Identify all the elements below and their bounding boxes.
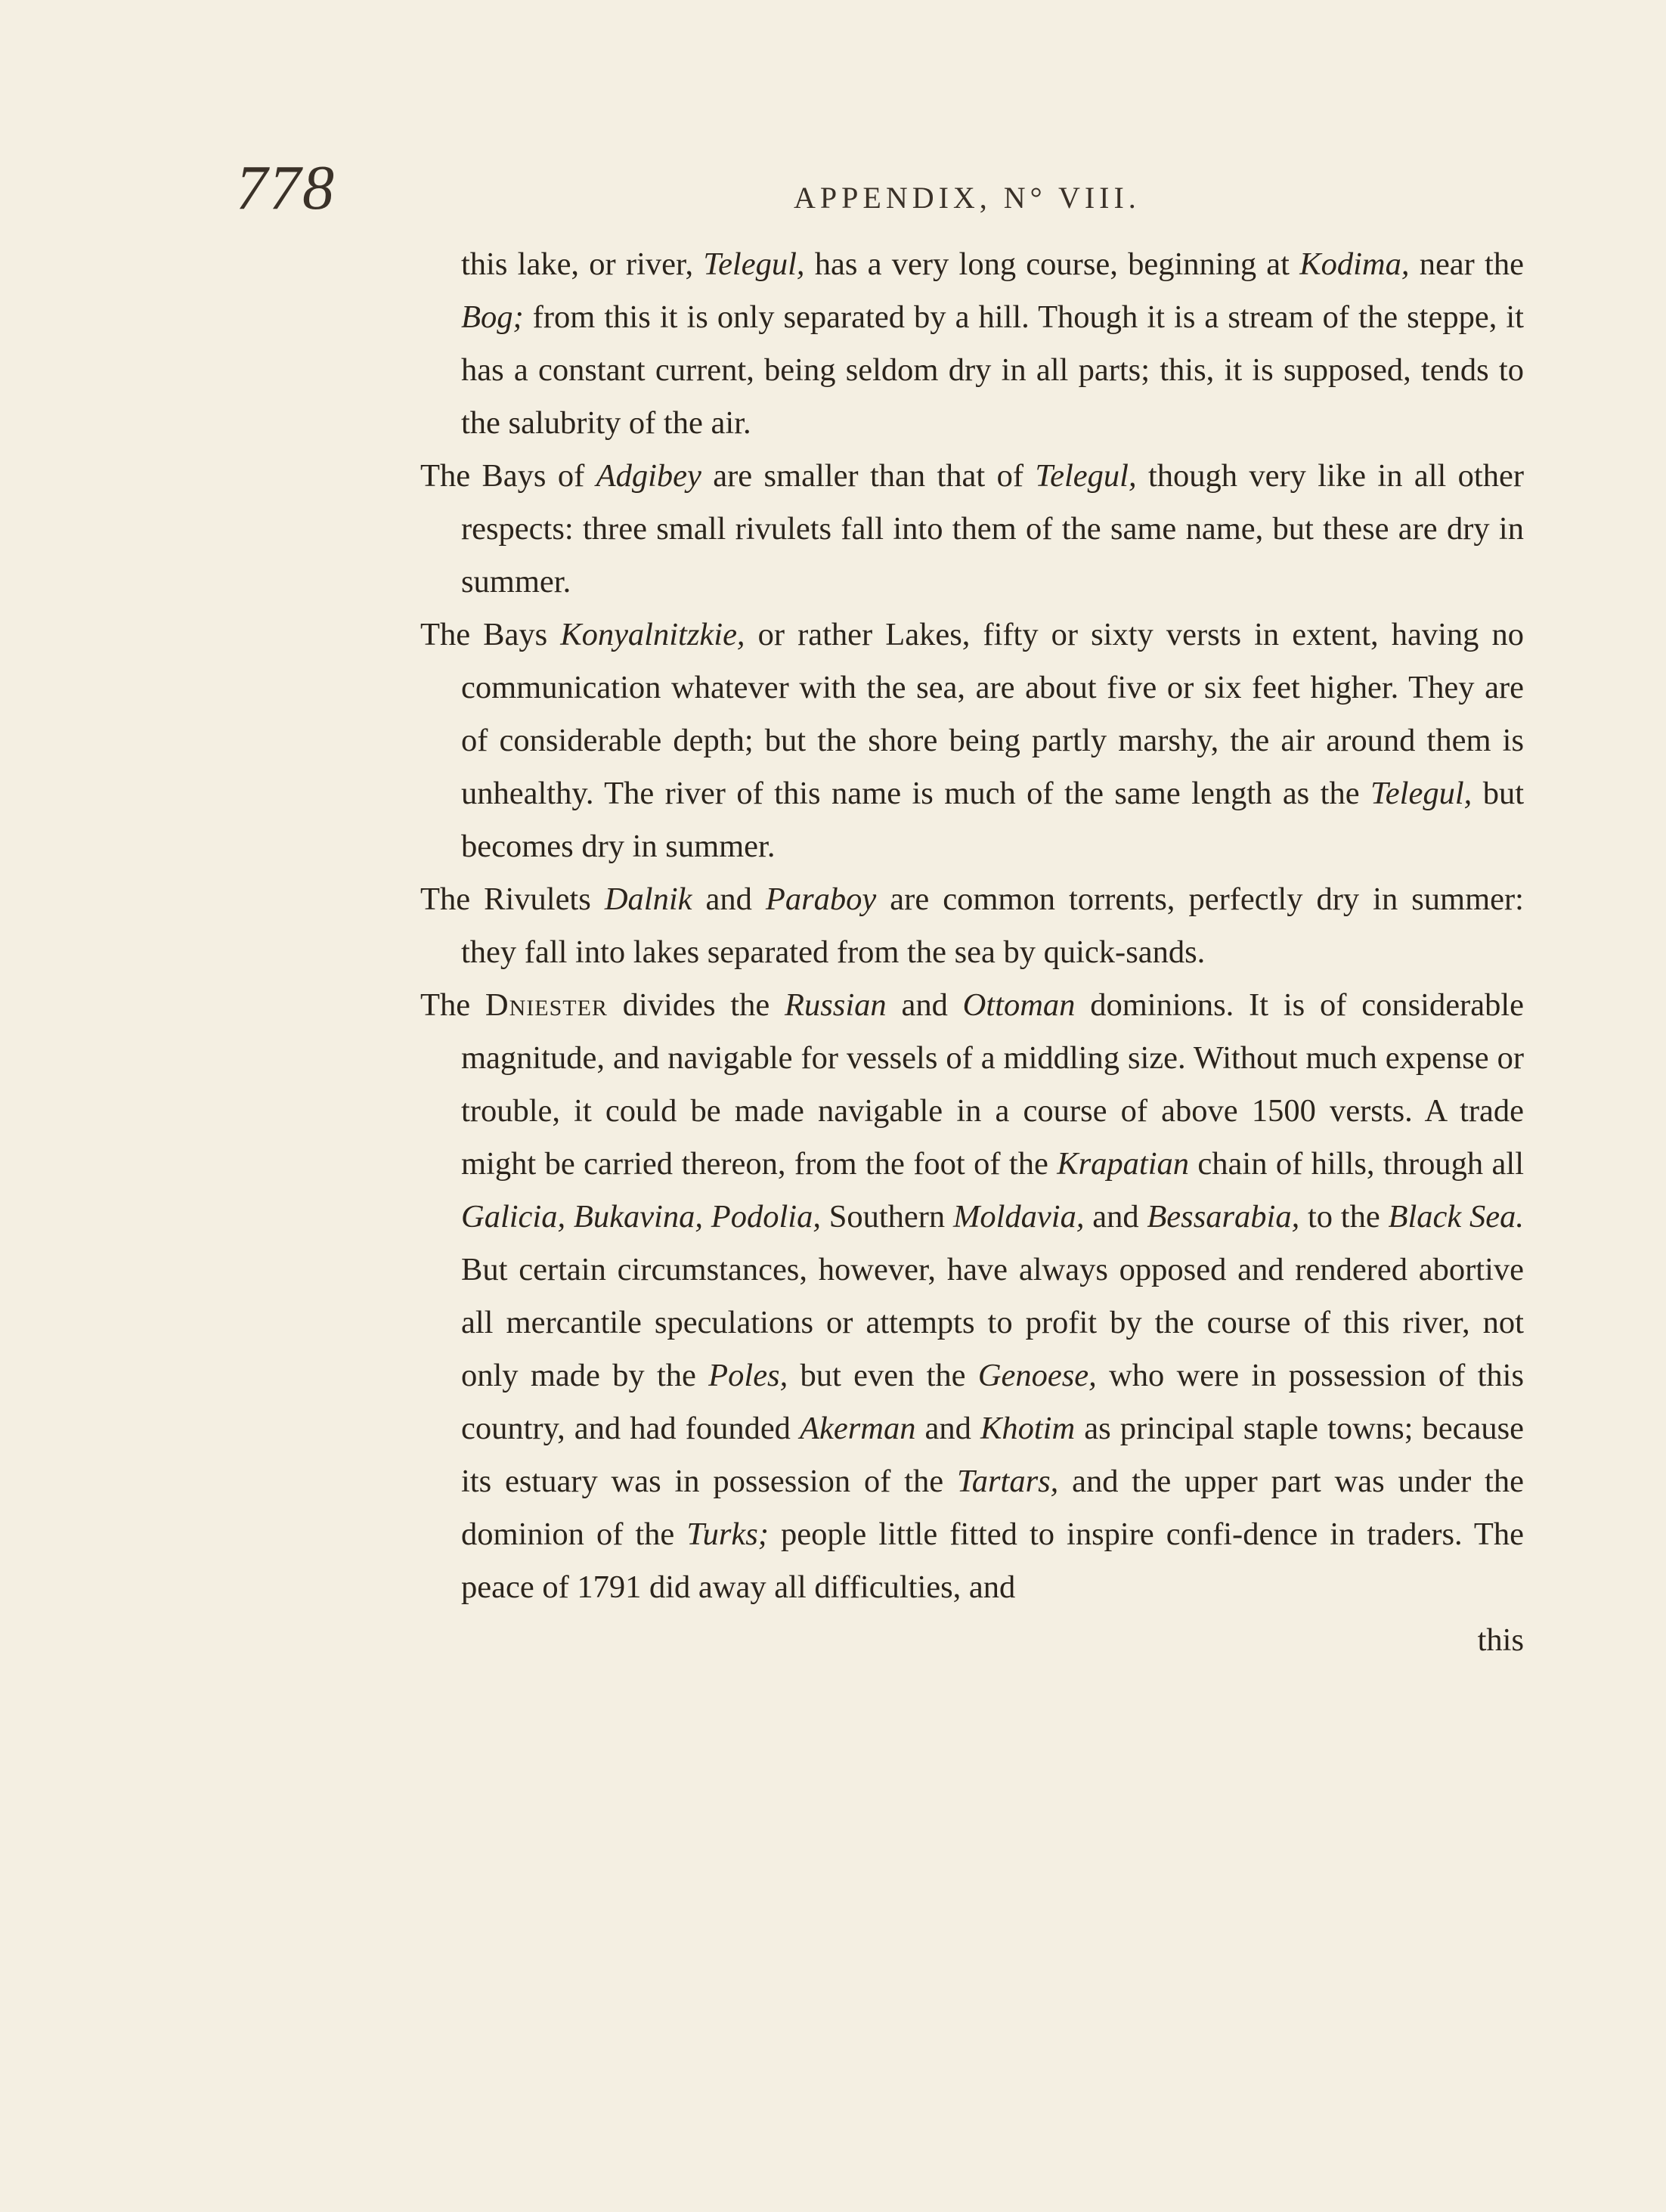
text-run: dominions. It is of considerable magnitude, and navigable for vessels of a middling size. Without much expense or trouble, it could be made navigable in a course of above 1500 versts. A trade might be carried thereon, from the foot of the xyxy=(461,987,1524,1182)
text-run: The Bays xyxy=(420,617,561,652)
text-run: Telegul, xyxy=(1035,458,1137,494)
text-run: Moldavia, xyxy=(952,1199,1085,1235)
text-run: Russian xyxy=(785,987,887,1023)
text-run: But certain circumstances, however, have always opposed and rendered abortive all mercantile speculations or attempts to profit by the course of this river, not only made by the xyxy=(461,1252,1524,1393)
text-run: who were in possession of this country, and had founded xyxy=(461,1358,1524,1446)
text-run: Southern xyxy=(820,1199,953,1235)
paragraph-dalnik-paraboy xyxy=(420,873,1524,979)
catchword: this xyxy=(1477,1622,1524,1658)
text-run: Black Sea. xyxy=(1388,1199,1524,1235)
text-run: Telegul, xyxy=(1370,776,1472,811)
text-run: though very like in all other respects: three small rivulets fall into them of the same name, but these are dry in summer. xyxy=(461,458,1525,599)
text-run: but even the xyxy=(788,1358,978,1393)
text-run: divides the xyxy=(607,987,785,1023)
paragraph-dniester xyxy=(420,979,1524,1614)
text-run: Turks; xyxy=(686,1516,769,1552)
text-run: Adgibey xyxy=(596,458,701,494)
text-run: and xyxy=(915,1411,980,1446)
page-number: 778 xyxy=(236,153,336,223)
text-run: The Rivulets xyxy=(420,881,605,917)
text-run: Paraboy xyxy=(765,881,877,917)
text-run: has a very long course, beginning at xyxy=(804,246,1300,282)
body-text xyxy=(420,238,1524,1667)
text-run: Bog; xyxy=(461,299,524,335)
text-run: Telegul, xyxy=(703,246,805,282)
text-run: but becomes dry in summer. xyxy=(461,776,1525,864)
paragraph-telegul xyxy=(420,238,1524,450)
text-run: this lake, or river, xyxy=(461,246,704,282)
text-run: near the xyxy=(1409,246,1524,282)
text-run: Akerman xyxy=(800,1411,916,1446)
text-run: Dniester xyxy=(485,987,608,1023)
text-run: and the upper part was under the dominion of the xyxy=(461,1464,1524,1552)
text-run: Galicia, Bukavina, Podolia, xyxy=(461,1199,821,1235)
text-run: are smaller than that of xyxy=(701,458,1036,494)
text-run: people little fitted to inspire confi-dence in traders. The peace of 1791 did away all difficulties, and xyxy=(461,1516,1524,1605)
text-run: Genoese, xyxy=(977,1358,1097,1393)
text-run: The xyxy=(420,987,485,1023)
text-run: or rather Lakes, fifty or sixty versts in extent, having no communication whatever with the sea, are about five or six feet higher. They are of considerable depth; but the shore being partly marshy, the air around them is unhealthy. The river of this name is much of the same length as the xyxy=(461,617,1524,811)
text-run: chain of hills, through all xyxy=(1189,1146,1524,1182)
text-run: Dalnik xyxy=(604,881,692,917)
text-run: Poles, xyxy=(708,1358,788,1393)
paragraph-adgibey xyxy=(420,450,1524,609)
text-run: Tartars, xyxy=(956,1464,1059,1499)
text-run: Konyalnitzkie, xyxy=(560,617,745,652)
running-head: APPENDIX, N° VIII. xyxy=(794,181,1141,215)
text-run: The Bays of xyxy=(420,458,596,494)
paragraph-konyalnitzkie xyxy=(420,609,1524,873)
text-run: as principal staple towns; because its estuary was in possession of the xyxy=(461,1411,1524,1499)
text-run: from this it is only separated by a hill. Though it is a stream of the steppe, it has a constant current, being seldom dry in all parts; this, it is supposed, tends to the salubrity of the air. xyxy=(461,299,1524,441)
text-run: Krapatian xyxy=(1057,1146,1190,1182)
text-run: Kodima, xyxy=(1299,246,1410,282)
text-run: and xyxy=(692,881,766,917)
text-run: and xyxy=(886,987,963,1023)
text-run: to the xyxy=(1299,1199,1389,1235)
text-run: Bessarabia, xyxy=(1147,1199,1300,1235)
text-run: are common torrents, perfectly dry in summer: they fall into lakes separated from the sea by quick-sands. xyxy=(461,881,1524,970)
text-run: Khotim xyxy=(980,1411,1076,1446)
text-run: and xyxy=(1084,1199,1147,1235)
text-run: Ottoman xyxy=(962,987,1076,1023)
